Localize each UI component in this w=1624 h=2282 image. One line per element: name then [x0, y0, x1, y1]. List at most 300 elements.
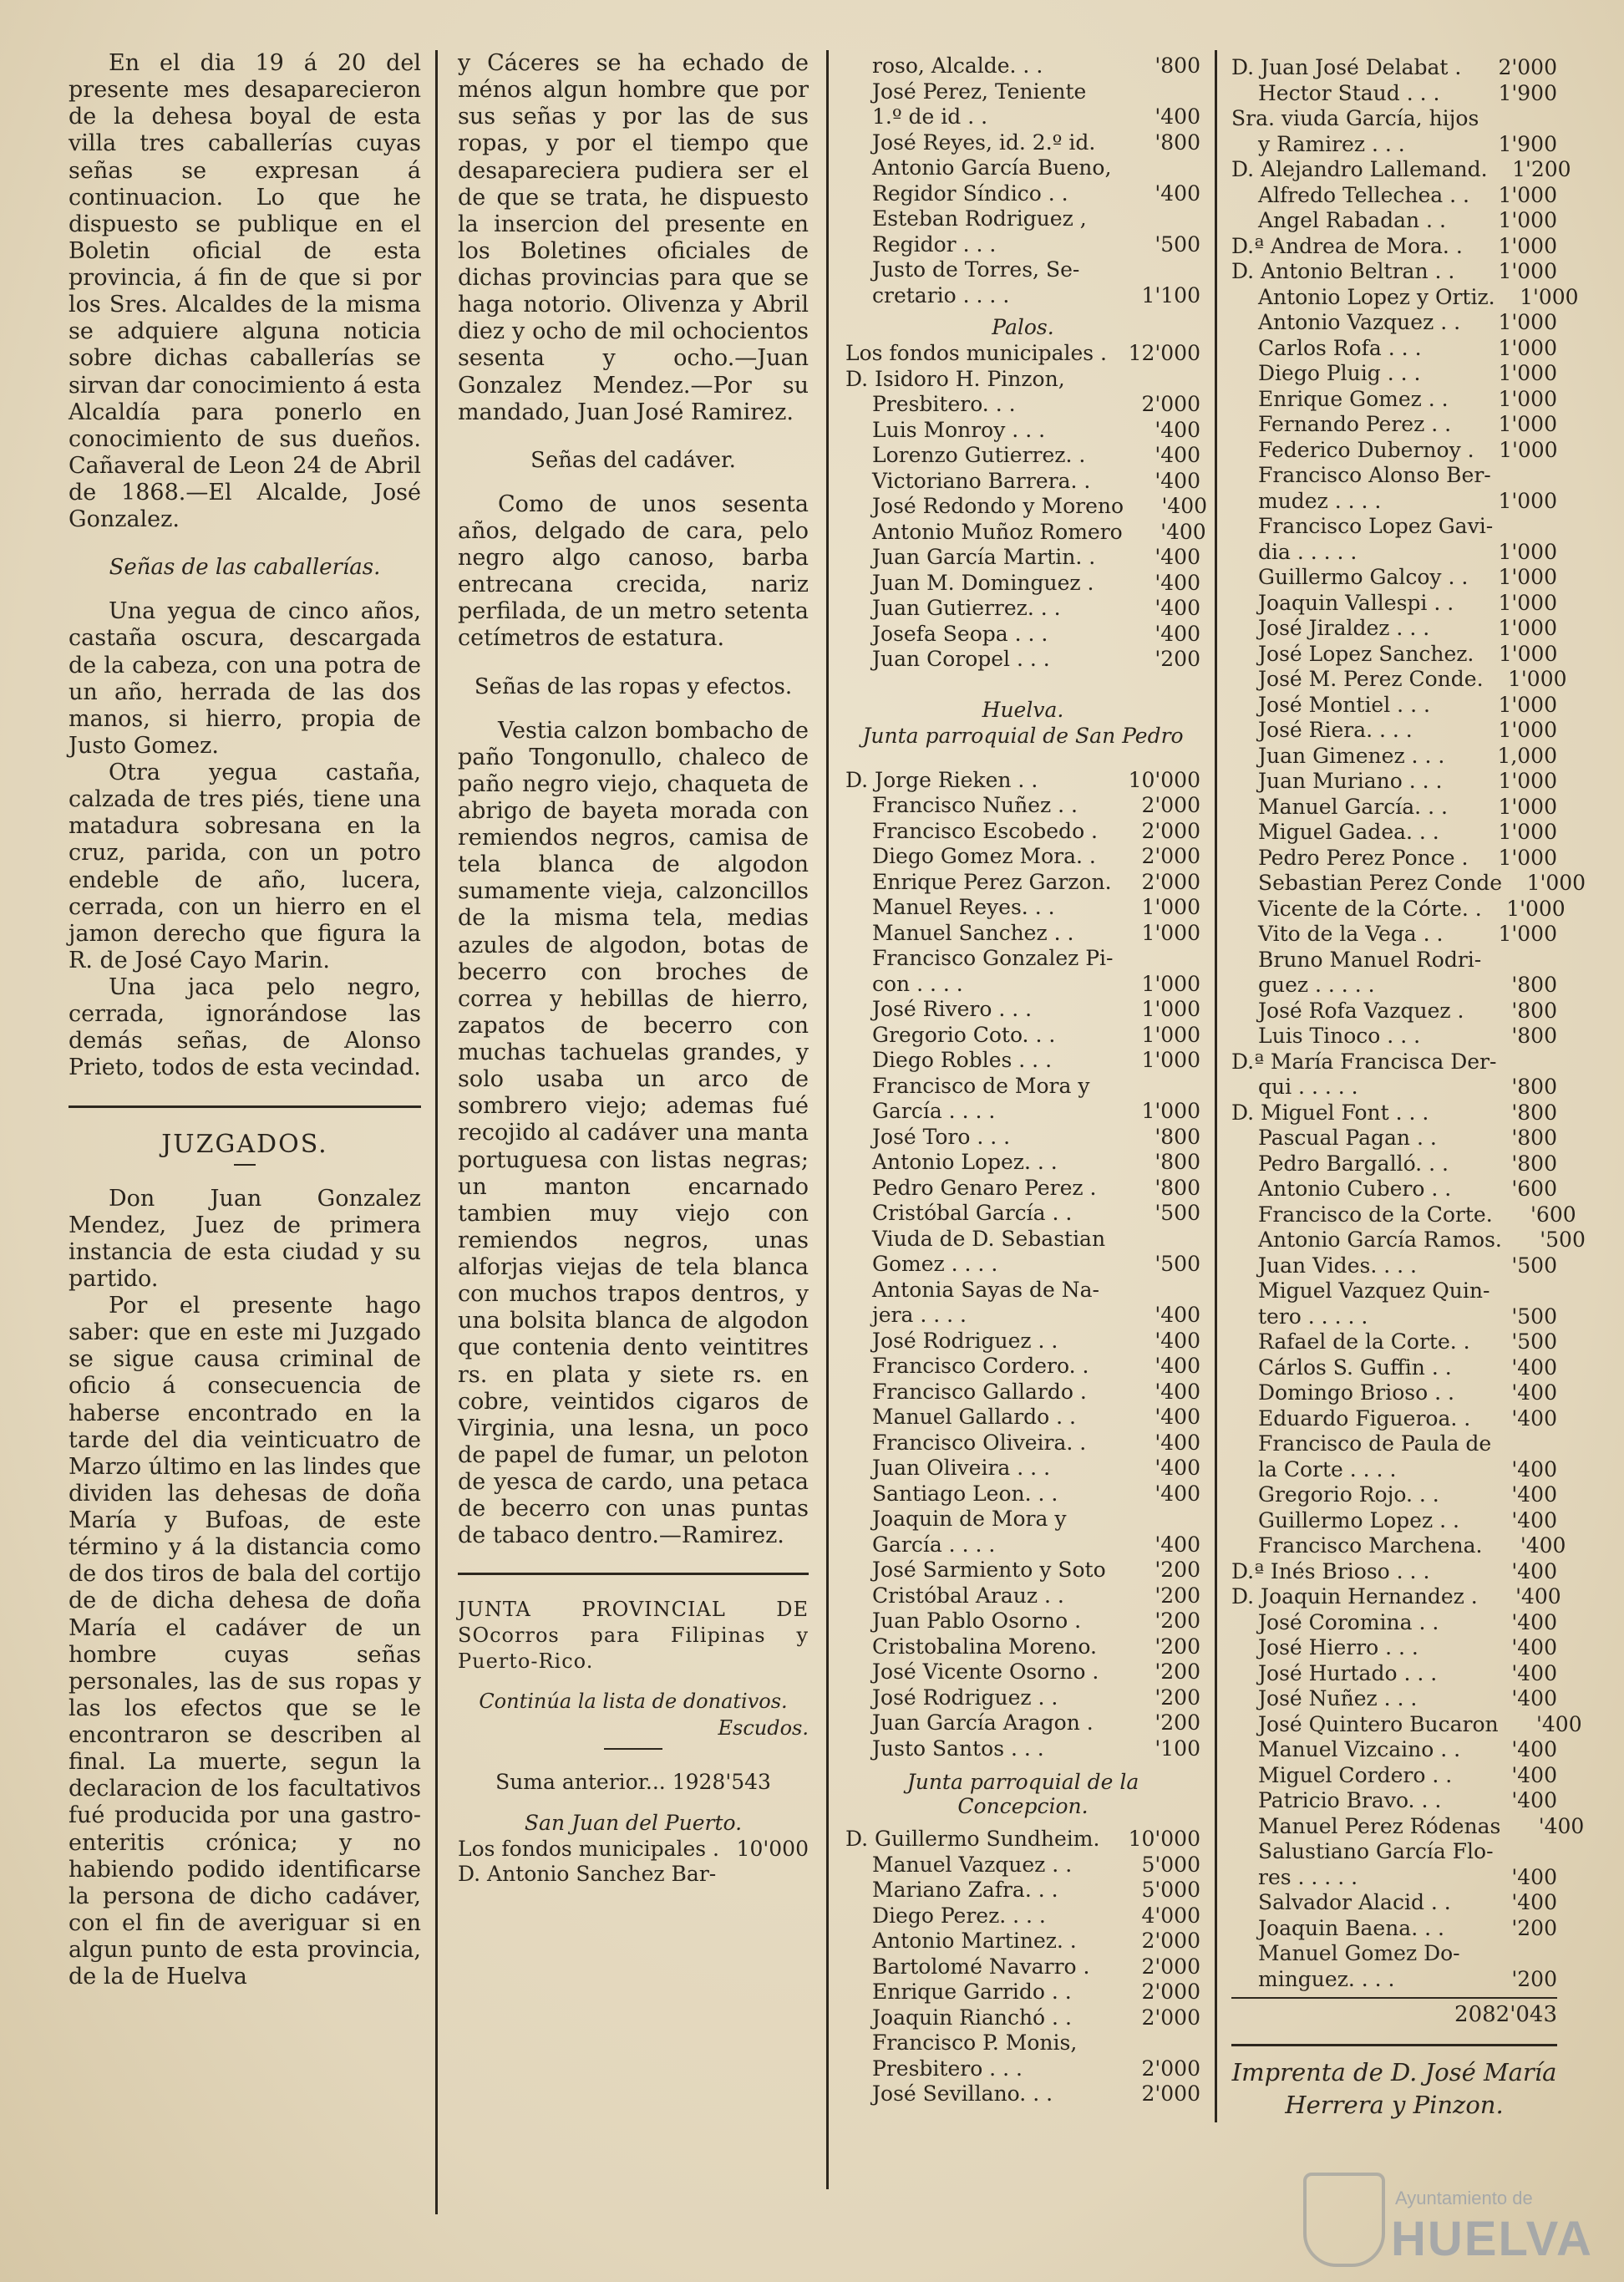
donor-name: Enrique Perez Garzon.: [872, 869, 1112, 894]
donor-amount: 1'000: [1141, 997, 1200, 1021]
notice-paragraph: Una jaca pelo negro, cerrada, ignorándose las demás señas, de Alonso Prieto, todos de esta vecindad.: [69, 974, 421, 1081]
donor-amount: 1'000: [1498, 335, 1557, 360]
donor-name: Enrique Garrido . .: [872, 1980, 1072, 2004]
donor-name: José Lopez Sanchez.: [1258, 641, 1474, 666]
donor-amount: '800: [1511, 998, 1557, 1023]
donor-amount: '400: [1155, 468, 1200, 493]
donor-row: [845, 1980, 1200, 2005]
donor-name: Manuel Vizcaino . .: [1258, 1737, 1461, 1761]
donor-name: Cristobalina Moreno.: [872, 1634, 1097, 1659]
donor-amount: '400: [1511, 1482, 1557, 1507]
donor-row: [845, 1099, 1200, 1125]
donor-row: [1231, 1431, 1557, 1457]
donor-amount: '200: [1155, 1583, 1200, 1608]
donor-row: [1231, 591, 1557, 617]
donor-name: Antonio Vazquez . .: [1258, 310, 1461, 334]
donor-name: Domingo Brioso . .: [1258, 1380, 1454, 1405]
donor-row: [1231, 1584, 1561, 1610]
notice-paragraph: Vestia calzon bombacho de paño Tongonullo, chaleco de paño negro viejo, chaqueta de abrigo de bayeta morada con remiendos negros, camisa de tela blanca de algodon sumamente vieja, calzoncillos de la misma tela, medias azules de algodon, botas de becerro con broches de correa y hebillas de hierro, zapatos de becerro con muchas tachuelas grandes, y solo usaba un arco de sombrero viejo; ademas fué recojido al cadáver una manta portuguesa con listas negras; un manton encarnado tambien muy viejo con remiendos negros, unas alforjas viejas de tela blanca con muchos trapos dentros, y una bolsita blanca de algodon que contenia dento veintitres rs. en plata y siete rs. en cobre, veintidos cigaros de Virginia, una lesna, un poco de papel de fumar, un peloton de yesca de cardo, una petaca de becerro con unas puntas de tabaco dentro.—Ramirez.: [458, 717, 809, 1549]
donor-name: José Montiel . . .: [1258, 692, 1430, 717]
donor-name: D. Guillermo Sundheim.: [845, 1827, 1100, 1851]
donor-name: José Sarmiento y Soto: [872, 1558, 1106, 1582]
donor-name: qui . . . . .: [1258, 1075, 1358, 1099]
donor-row: [1231, 310, 1557, 336]
donor-name: Juan García Martin. .: [872, 545, 1096, 569]
donor-name: Pedro Bargalló. . .: [1258, 1151, 1449, 1176]
donor-row: [1231, 1380, 1557, 1406]
donor-row: [845, 367, 1200, 393]
donor-name: Antonio Lopez y Ortiz.: [1258, 284, 1495, 309]
donor-name: D.ª María Francisca Der-: [1231, 1049, 1497, 1074]
donor-name: Francisco Lopez Gavi-: [1258, 514, 1494, 538]
donor-list: [845, 341, 1208, 673]
donor-name: Presbitero . . .: [872, 2056, 1023, 2081]
donor-name: D.ª Inés Brioso . . .: [1231, 1558, 1430, 1583]
donor-amount: 2'000: [1141, 2081, 1200, 2106]
donor-row: [1231, 1075, 1557, 1100]
donor-row: [458, 1862, 809, 1888]
donor-amount: '400: [1155, 596, 1200, 620]
donor-name: Guillermo Lopez . .: [1258, 1507, 1459, 1532]
donor-name: José M. Perez Conde.: [1258, 667, 1484, 691]
donor-name: Fernando Perez . .: [1258, 412, 1452, 436]
donor-name: Diego Gomez Mora. .: [872, 844, 1096, 868]
donor-name: con . . . .: [872, 971, 963, 996]
donor-name: Enrique Gomez . .: [1258, 386, 1449, 411]
donor-name: Pedro Genaro Perez .: [872, 1175, 1097, 1200]
donor-name: Hector Staud . . .: [1258, 80, 1440, 105]
donor-amount: '400: [1155, 621, 1200, 646]
donor-row: [1231, 693, 1557, 719]
donor-row: [1231, 1763, 1557, 1789]
donor-row: [845, 494, 1208, 520]
donor-row: [845, 1736, 1200, 1762]
donor-amount: 2'000: [1141, 844, 1200, 868]
donor-row: [1231, 489, 1557, 515]
donor-list: [845, 768, 1200, 1762]
donor-row: [845, 104, 1200, 130]
donor-amount: 1'900: [1498, 131, 1557, 156]
donor-amount: 1'000: [1141, 1048, 1200, 1072]
donor-name: Manuel Perez Ródenas: [1258, 1813, 1501, 1838]
donor-amount: 1'000: [1141, 1099, 1200, 1123]
donor-row: [1231, 336, 1557, 362]
donor-row: [845, 895, 1200, 921]
donor-name: Cristóbal García . .: [872, 1201, 1073, 1225]
donor-name: Juan García Aragon .: [872, 1710, 1094, 1735]
donor-name: José Redondo y Moreno: [872, 494, 1124, 518]
donor-name: Bruno Manuel Rodri-: [1258, 947, 1482, 972]
donor-amount: '400: [1155, 1328, 1200, 1353]
donor-name: Pedro Perez Ponce .: [1258, 845, 1469, 870]
donor-amount: 1'900: [1498, 80, 1557, 105]
donor-amount: 1'000: [1498, 820, 1557, 844]
juzgados-heading: JUZGADOS.: [161, 1129, 328, 1159]
donor-row: [845, 1685, 1200, 1711]
donor-name: Antonio Cubero . .: [1258, 1177, 1452, 1201]
donor-name: Manuel Gallardo . .: [872, 1405, 1077, 1429]
donor-row: [845, 232, 1200, 258]
donor-name: Juan Gimenez . . .: [1258, 743, 1445, 768]
donor-amount: 10'000: [1128, 1827, 1200, 1851]
donor-name: José Perez, Teniente: [872, 79, 1087, 104]
donor-name: José Rofa Vazquez .: [1258, 998, 1464, 1023]
donor-amount: '400: [1511, 1737, 1557, 1761]
donor-name: Francisco Cordero. .: [872, 1354, 1089, 1378]
donor-row: [845, 870, 1200, 896]
donor-name: José Nuñez . . .: [1258, 1686, 1418, 1710]
donor-name: Antonio García Ramos.: [1258, 1227, 1502, 1252]
donor-name: Los fondos municipales .: [845, 341, 1107, 365]
donor-amount: 1'000: [1498, 539, 1557, 564]
donor-name: Joaquin Rianchó . .: [872, 2005, 1072, 2030]
donor-row: [1231, 1482, 1557, 1508]
column-1: [69, 50, 421, 1990]
section-divider: [458, 1573, 809, 1575]
donor-amount: 1'000: [1141, 920, 1200, 945]
donor-name: Vito de la Vega . .: [1258, 922, 1444, 946]
donor-amount: '400: [1155, 1430, 1200, 1455]
donor-amount: 1'000: [1498, 922, 1557, 946]
donor-row: [845, 819, 1200, 845]
donor-amount: '200: [1155, 1558, 1200, 1582]
donor-amount: '200: [1155, 647, 1200, 671]
donor-row: [1231, 667, 1567, 693]
donor-name: Lorenzo Gutierrez. .: [872, 443, 1086, 467]
donor-amount: 1'000: [1508, 667, 1567, 691]
donor-row: [1231, 208, 1557, 234]
donor-amount: 1'000: [1498, 488, 1557, 513]
donor-row: [1231, 1737, 1557, 1763]
donor-amount: '200: [1511, 1966, 1557, 1991]
donor-name: Sra. viuda García, hijos: [1231, 106, 1479, 130]
donor-amount: 1'200: [1512, 157, 1571, 181]
donor-name: Antonio García Bueno,: [872, 155, 1112, 180]
list-total: 2082'043: [1231, 1997, 1557, 2027]
notice-paragraph: Otra yegua castaña, calzada de tres piés, tiene una matadura sobresana en la cruz, parida, con un potro endeble de año, lucera, cerrada, con un hierro en el jamon derecho que figura la R. de José Cayo Marin.: [69, 760, 421, 973]
donor-row: [1231, 1050, 1557, 1075]
imprint: Imprenta de D. José María Herrera y Pinzon.: [1231, 2044, 1557, 2122]
donor-amount: '400: [1155, 1532, 1200, 1557]
donor-row: [845, 1278, 1200, 1304]
donor-name: Antonia Sayas de Na-: [872, 1277, 1100, 1302]
donor-name: Joaquin de Mora y: [872, 1507, 1067, 1531]
donor-row: [1231, 412, 1557, 438]
donor-amount: 4'000: [1141, 1903, 1200, 1928]
donor-name: Manuel Vazquez . .: [872, 1852, 1073, 1877]
donor-row: [1231, 157, 1571, 183]
donor-amount: '400: [1155, 1405, 1200, 1429]
donor-name: D. Juan José Delabat .: [1231, 55, 1462, 79]
donor-name: Francisco Escobedo .: [872, 818, 1099, 843]
donor-amount: 1'000: [1498, 310, 1557, 334]
donor-name: Angel Rabadan . .: [1258, 208, 1446, 232]
donor-row: [845, 1853, 1200, 1878]
donor-row: [845, 469, 1200, 495]
donor-row: [845, 1303, 1200, 1329]
donor-amount: '600: [1511, 1177, 1557, 1201]
donor-amount: 5'000: [1141, 1878, 1200, 1902]
donor-row: [1231, 922, 1557, 948]
donor-name: Juan Oliveira . . .: [872, 1456, 1051, 1480]
donor-name: Francisco Gonzalez Pi-: [872, 946, 1114, 970]
donor-row: [845, 1659, 1200, 1685]
section-heading: Huelva.: [982, 697, 1064, 722]
donor-amount: '400: [1155, 1379, 1200, 1404]
donor-name: José Toro . . .: [872, 1124, 1011, 1149]
donor-name: Justo de Torres, Se-: [872, 257, 1080, 282]
donor-amount: '800: [1511, 1075, 1557, 1099]
donor-amount: 2'000: [1141, 2056, 1200, 2081]
donor-amount: '400: [1155, 1456, 1200, 1480]
donor-name: José Reyes, id. 2.º id.: [872, 130, 1096, 155]
donor-amount: 1'000: [1498, 845, 1557, 870]
donor-row: [845, 1954, 1200, 1980]
donor-row: [1231, 973, 1557, 999]
donor-row: [845, 79, 1200, 105]
donor-row: [1231, 1355, 1557, 1381]
donor-row: [845, 1354, 1200, 1380]
donor-name: roso, Alcalde. . .: [872, 53, 1043, 78]
donor-row: [1231, 284, 1579, 311]
donor-row: [1231, 1406, 1557, 1432]
donor-amount: 2'000: [1141, 1980, 1200, 2004]
donor-name: Diego Pluig . . .: [1258, 361, 1421, 385]
donor-name: Manuel García. . .: [1258, 794, 1448, 819]
donor-amount: '500: [1511, 1253, 1557, 1278]
donor-name: D. Antonio Beltran . .: [1231, 259, 1455, 283]
donor-name: Miguel Cordero . .: [1258, 1762, 1453, 1787]
suma-anterior: [458, 1770, 809, 1794]
donor-name: Bartolomé Navarro .: [872, 1954, 1090, 1979]
donor-row: [845, 1405, 1200, 1431]
donor-name: Esteban Rodriguez ,: [872, 206, 1087, 231]
suma-value: 1928'543: [672, 1769, 771, 1794]
donor-name: José Hierro . . .: [1258, 1635, 1418, 1659]
donor-amount: '200: [1155, 1710, 1200, 1735]
donor-name: Santiago Leon. . .: [872, 1481, 1058, 1506]
donor-amount: 2'000: [1498, 55, 1557, 79]
donor-row: [1231, 1967, 1557, 1993]
donor-row: [845, 130, 1200, 156]
donor-name: Victoriano Barrera. .: [872, 468, 1091, 493]
ayuntamiento-watermark: [1303, 2173, 1621, 2273]
donor-name: D. Isidoro H. Pinzon,: [845, 366, 1065, 391]
donor-row: [845, 392, 1200, 418]
donor-row: [845, 1583, 1200, 1609]
donor-amount: 2'000: [1141, 1954, 1200, 1979]
donor-name: Justo Santos . . .: [872, 1736, 1044, 1761]
junta-title: [458, 1597, 809, 1674]
donor-amount: '400: [1511, 1354, 1557, 1380]
donor-amount: 1'000: [1498, 590, 1557, 615]
donor-row: [845, 257, 1200, 283]
donor-name: José Hurtado . . .: [1258, 1660, 1438, 1685]
donor-amount: 1'000: [1498, 565, 1557, 589]
donor-name: Manuel Reyes. . .: [872, 895, 1055, 919]
donor-row: [1231, 514, 1557, 540]
donor-row: [1231, 1559, 1557, 1585]
watermark-line2: HUELVA: [1391, 2212, 1593, 2266]
donor-amount: '600: [1530, 1202, 1576, 1227]
short-divider: [234, 1164, 256, 1166]
donor-row: [845, 1329, 1200, 1354]
donor-row: [845, 2005, 1200, 2031]
donor-row: [845, 793, 1200, 819]
donor-amount: '800: [1155, 1124, 1200, 1149]
donor-name: Francisco Gallardo .: [872, 1379, 1087, 1404]
donor-name: dia . . . . .: [1258, 539, 1358, 564]
donor-row: [845, 1048, 1200, 1074]
donor-row: [1231, 999, 1557, 1024]
donor-amount: 1'100: [1141, 282, 1200, 307]
donor-name: García . . . .: [872, 1532, 996, 1557]
donor-amount: '500: [1511, 1329, 1557, 1354]
donor-row: [845, 206, 1200, 232]
donor-amount: '400: [1511, 1380, 1557, 1405]
donor-amount: '800: [1511, 1151, 1557, 1176]
suma-label: Suma anterior...: [495, 1769, 666, 1794]
donor-name: Juan Vides. . . .: [1258, 1253, 1417, 1278]
donor-row: [1231, 1177, 1557, 1202]
notice-paragraph: Como de unos sesenta años, delgado de cara, pelo negro algo canoso, barba entrecana crecida, nariz perfilada, de un metro setenta cetímetros de estatura.: [458, 490, 809, 652]
donor-name: Juan Pablo Osorno .: [872, 1609, 1082, 1633]
donor-row: [1231, 1635, 1557, 1661]
donor-amount: 1'000: [1141, 971, 1200, 996]
donor-list: [458, 1837, 809, 1888]
donor-row: [1231, 1202, 1576, 1228]
donor-row: [845, 622, 1200, 648]
donor-row: [1231, 1788, 1557, 1814]
donor-row: [1231, 718, 1557, 744]
section-heading: Junta parroquial de la Concepcion.: [906, 1770, 1139, 1818]
donor-name: Antonio Lopez. . .: [872, 1150, 1058, 1174]
donor-name: D.ª Andrea de Mora. .: [1231, 233, 1463, 258]
donor-amount: '400: [1538, 1813, 1585, 1838]
donor-amount: '400: [1155, 1303, 1200, 1327]
donor-amount: '800: [1155, 130, 1200, 155]
donor-amount: '400: [1155, 443, 1200, 467]
donor-row: [1231, 234, 1557, 260]
donor-name: la Corte . . . .: [1258, 1456, 1397, 1482]
donor-name: Luis Tinoco . . .: [1258, 1024, 1421, 1048]
donor-name: Regidor . . .: [872, 231, 997, 257]
donor-row: [845, 2081, 1200, 2107]
donor-row: [1231, 1457, 1557, 1483]
donor-name: guez . . . . .: [1258, 973, 1375, 997]
donor-row: [1231, 1610, 1557, 1636]
donor-row: [1231, 642, 1557, 668]
donor-amount: '400: [1155, 417, 1200, 442]
donor-row: [1231, 1711, 1582, 1738]
donor-name: Diego Perez. . . .: [872, 1903, 1046, 1928]
donor-name: Joaquin Vallespi . .: [1258, 590, 1454, 615]
donor-name: Gregorio Coto. . .: [872, 1022, 1056, 1047]
donor-name: D. Miguel Font . . .: [1231, 1100, 1429, 1125]
donor-row: [845, 443, 1200, 469]
donor-row: [845, 1532, 1200, 1558]
donor-row: [1231, 1508, 1557, 1534]
notice-paragraph: Una yegua de cinco años, castaña oscura, descargada de la cabeza, con una potra de un año, herrada de las dos manos, si hierro, propia de Justo Gomez.: [69, 598, 421, 759]
donor-name: mudez . . . .: [1258, 488, 1382, 513]
donor-name: José Quintero Bucaron: [1258, 1711, 1499, 1736]
donor-amount: '800: [1511, 1024, 1557, 1048]
donor-row: [845, 1074, 1200, 1100]
donor-name: D. Jorge Rieken . .: [845, 767, 1038, 792]
donor-row: [845, 1125, 1200, 1151]
donor-name: Francisco Nuñez . .: [872, 793, 1078, 817]
donor-amount: '400: [1155, 104, 1200, 129]
donor-row: [845, 1903, 1200, 1929]
donor-name: cretario . . . .: [872, 282, 1010, 307]
donor-row: [845, 1252, 1200, 1278]
donor-row: [845, 1634, 1200, 1660]
column-rule: [435, 50, 438, 2214]
notice-paragraph: Don Juan Gonzalez Mendez, Juez de primera instancia de esta ciudad y su partido.: [69, 1185, 421, 1292]
column-4: [1231, 55, 1586, 2122]
donor-row: [1231, 1813, 1585, 1840]
donor-amount: '500: [1511, 1304, 1557, 1329]
donor-row: [845, 283, 1200, 309]
watermark-line1: Ayuntamiento de: [1395, 2188, 1533, 2208]
donor-row: [845, 946, 1200, 972]
donor-row: [1231, 948, 1557, 973]
donor-amount: 2'000: [1141, 392, 1200, 416]
donor-amount: 1'000: [1520, 284, 1579, 309]
donor-name: Manuel Sanchez . .: [872, 920, 1074, 945]
donor-row: [845, 571, 1200, 597]
donor-row: [1231, 1024, 1557, 1050]
donor-name: tero . . . . .: [1258, 1304, 1368, 1329]
donor-row: [845, 844, 1200, 870]
donor-row: [845, 519, 1206, 546]
donor-name: José Rodriguez . .: [872, 1685, 1058, 1710]
donor-amount: '400: [1515, 1584, 1561, 1609]
donor-row: [845, 2030, 1200, 2056]
donor-amount: 1'000: [1498, 769, 1557, 793]
donor-amount: '200: [1511, 1915, 1557, 1940]
donor-amount: '100: [1155, 1736, 1200, 1761]
donor-amount: 2'000: [1141, 2005, 1200, 2030]
donor-amount: '400: [1155, 570, 1200, 595]
donor-amount: 1'000: [1141, 895, 1200, 919]
donor-amount: 1'000: [1141, 1022, 1200, 1047]
donor-name: D. Antonio Sanchez Bar-: [458, 1862, 717, 1887]
donor-amount: 1'000: [1498, 616, 1557, 640]
donor-name: Gomez . . . .: [872, 1252, 998, 1276]
donor-row: [1231, 1227, 1586, 1253]
donor-name: José Vicente Osorno .: [872, 1659, 1099, 1684]
donor-row: [845, 1431, 1200, 1456]
donor-name: Miguel Vazquez Quin-: [1258, 1278, 1490, 1303]
donor-list: [845, 53, 1200, 308]
donor-name: Regidor Síndico . .: [872, 180, 1068, 206]
donor-amount: '500: [1155, 1201, 1200, 1225]
donor-amount: 1'000: [1498, 233, 1557, 258]
donor-name: D. Joaquin Hernandez .: [1231, 1584, 1478, 1609]
notice-paragraph: Por el presente hago saber: que en este mi Juzgado se sigue causa criminal de oficio á consecuencia de haberse encontrado en la tarde del dia veinticuatro de Marzo último en las lindes que dividen las dehesas de doña María y Bufoas, de este término y á la distancia como de dos tiros de bala del cortijo de de dicha dehesa de doña María el cadáver de un hombre cuyas señas personales, las de sus ropas y las los efectos que se le encontraron se describen al final. La muerte, segun la declaracion de los facultativos fué producida por una gastro-enteritis crónica; y no habiendo podido identificarse la persona de dicho cadáver, con el fin de averiguar si en algun punto de esta provincia, de la de Huelva: [69, 1293, 421, 1990]
notice-paragraph: En el dia 19 á 20 del presente mes desaparecieron de la dehesa boyal de esta villa tres caballerías cuyas señas se expresan á continuacion. Lo que he dispuesto se publique en el Boletin oficial de esta provincia, á fin de que si por los Sres. Alcaldes de la misma se adquiere alguna noticia sobre dichas caballerías se sirvan dar conocimiento á esta Alcaldía para ponerlo en conocimiento de sus dueños. Cañaveral de Leon 24 de Abril de 1868.—El Alcalde, José Gonzalez.: [69, 50, 421, 533]
junta-title-text: JUNTA PROVINCIAL DE SOcorros para Filipinas y Puerto-Rico.: [458, 1598, 809, 1673]
donor-row: [845, 155, 1200, 181]
donor-name: Josefa Seopa . . .: [872, 621, 1048, 646]
donor-list: [845, 1827, 1200, 2107]
donor-amount: 1'000: [1498, 692, 1557, 717]
donor-name: y Ramirez . . .: [1258, 131, 1405, 156]
donor-name: Gregorio Rojo. . .: [1258, 1482, 1439, 1507]
continua-label: Continúa la lista de donativos.: [479, 1689, 788, 1713]
section-heading: San Juan del Puerto.: [524, 1810, 743, 1835]
